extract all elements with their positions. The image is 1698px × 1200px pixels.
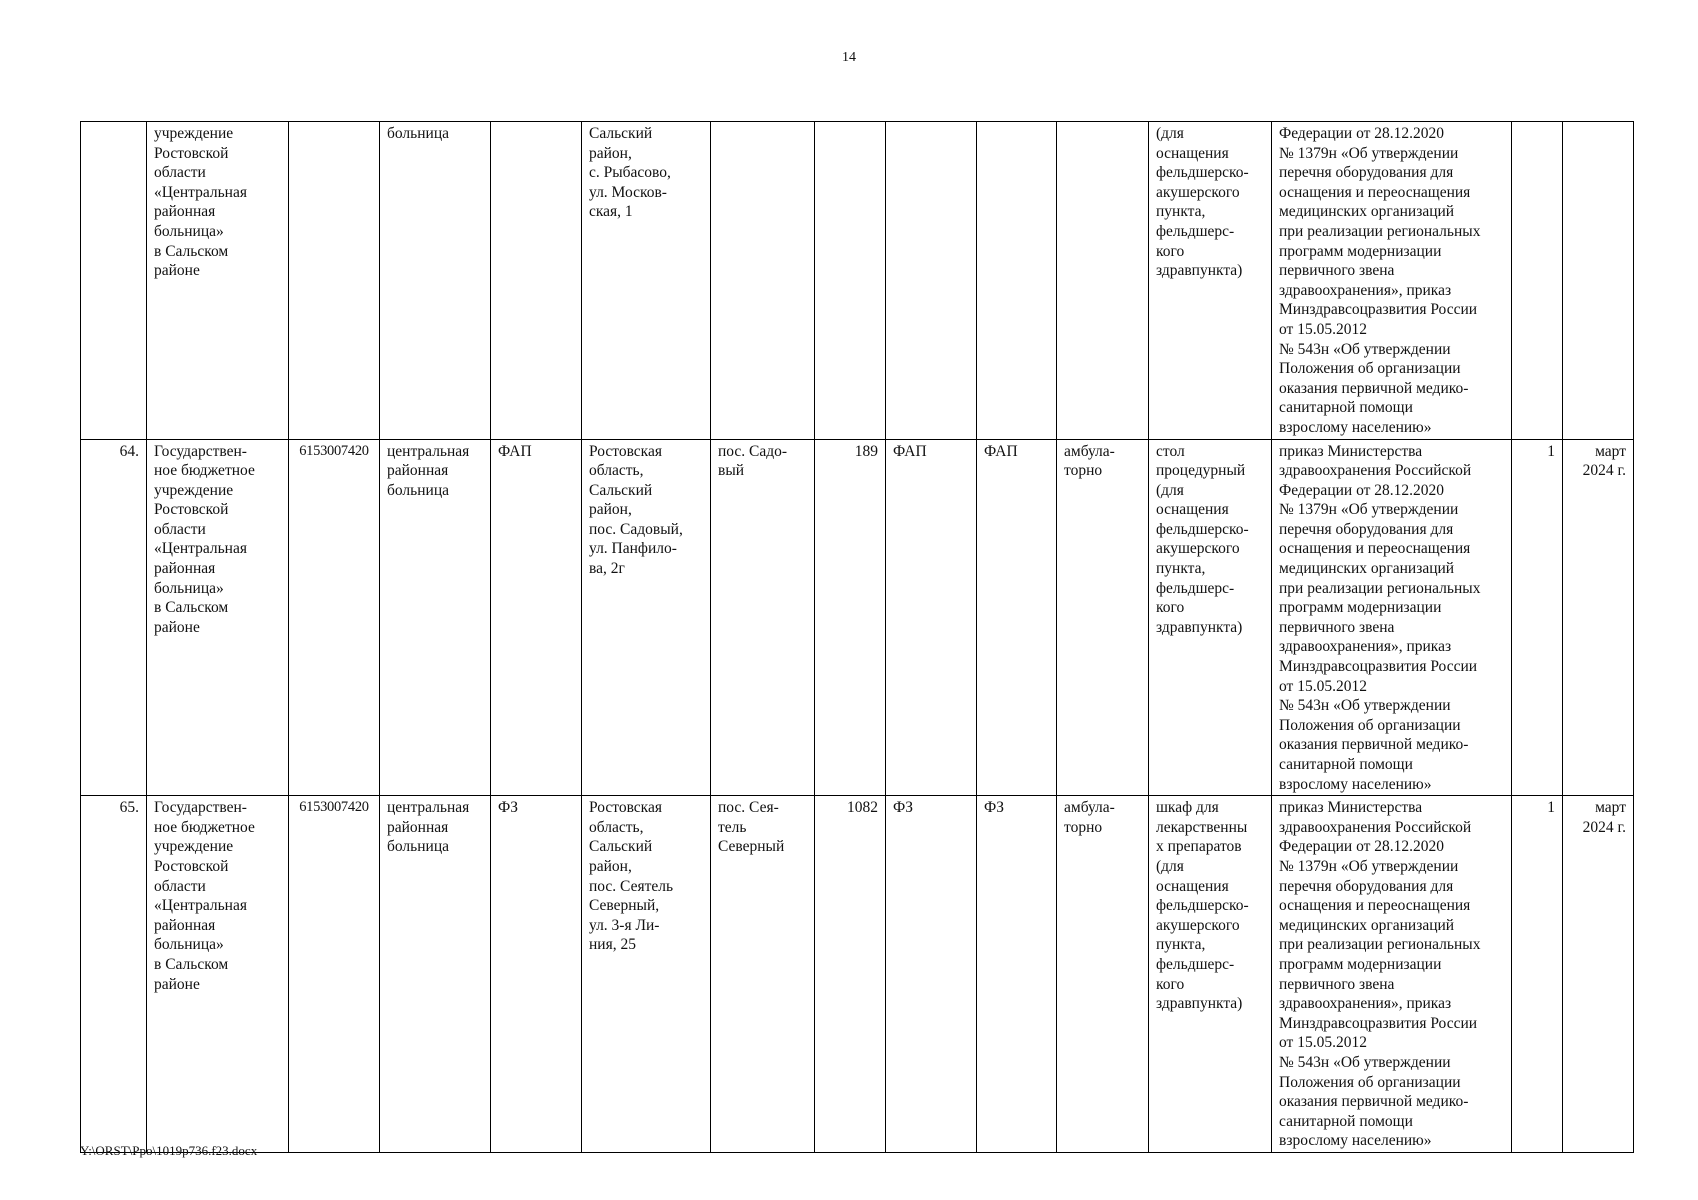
equipment-cell: стол процедурный (для оснащения фельдшерско- акушерского пункта, фельдшерс- кого здравпункта) [1149, 439, 1272, 796]
locality-cell: пос. Сея- тель Северный [711, 796, 815, 1153]
legal-basis-cell: Федерации от 28.12.2020 № 1379н «Об утверждении перечня оборудования для оснащения и переоснащения медицинских организаций при реализации региональных программ модернизации первичного звена здравоохранения», приказ Минздравсоцразвития России от 15.05.2012 № 543н «Об утверждении Положения об организации оказания первичной медико- санитарной помощи взрослому населению» [1272, 122, 1512, 440]
unit-type: ФЗ [491, 796, 582, 1153]
organization-name: учреждение Ростовской области «Центральная районная больница» в Сальском районе [147, 122, 289, 440]
address-cell: Ростовская область, Сальский район, пос. Садовый, ул. Панфило- ва, 2г [582, 439, 711, 796]
organization-name: Государствен- ное бюджетное учреждение Ростовской области «Центральная районная больница» в Сальском районе [147, 796, 289, 1153]
address-cell: Ростовская область, Сальский район, пос. Сеятель Северный, ул. 3-я Ли- ния, 25 [582, 796, 711, 1153]
form-cell: ФАП [977, 439, 1057, 796]
inn-cell: 6153007420 [289, 796, 380, 1153]
table-row [81, 796, 1634, 1153]
unit-type [491, 122, 582, 440]
organization-name: Государствен- ное бюджетное учреждение Ростовской области «Центральная районная больница» в Сальском районе [147, 439, 289, 796]
population-cell: 1082 [815, 796, 886, 1153]
row-number: 64. [81, 439, 147, 796]
table-row [81, 439, 1634, 796]
care-type-cell: амбула- торно [1057, 439, 1149, 796]
row-number [81, 122, 147, 440]
date-cell: март 2024 г. [1563, 796, 1634, 1153]
locality-cell [711, 122, 815, 440]
population-cell: 189 [815, 439, 886, 796]
legal-basis-cell: приказ Министерства здравоохранения Российской Федерации от 28.12.2020 № 1379н «Об утверждении перечня оборудования для оснащения и переоснащения медицинских организаций при реализации региональных программ модернизации первичного звена здравоохранения», приказ Минздравсоцразвития России от 15.05.2012 № 543н «Об утверждении Положения об организации оказания первичной медико- санитарной помощи взрослому населению» [1272, 796, 1512, 1153]
form-cell: ФЗ [886, 796, 977, 1153]
row-number: 65. [81, 796, 147, 1153]
organization-type: центральная районная больница [380, 439, 491, 796]
locality-cell: пос. Садо- вый [711, 439, 815, 796]
address-cell: Сальский район, с. Рыбасово, ул. Москов- ская, 1 [582, 122, 711, 440]
form-cell [886, 122, 977, 440]
page-number: 14 [842, 50, 856, 65]
date-cell: март 2024 г. [1563, 439, 1634, 796]
unit-type: ФАП [491, 439, 582, 796]
quantity-cell: 1 [1512, 796, 1563, 1153]
quantity-cell [1512, 122, 1563, 440]
equipment-cell: шкаф для лекарственны х препаратов (для оснащения фельдшерско- акушерского пункта, фельдшерс- кого здравпункта) [1149, 796, 1272, 1153]
form-cell [977, 122, 1057, 440]
form-cell: ФАП [886, 439, 977, 796]
equipment-cell: (для оснащения фельдшерско- акушерского пункта, фельдшерс- кого здравпункта) [1149, 122, 1272, 440]
inn-cell [289, 122, 380, 440]
footer-file-path: Y:\ORST\Ppo\1019p736.f23.docx [80, 1143, 258, 1158]
inn-cell: 6153007420 [289, 439, 380, 796]
organization-type: центральная районная больница [380, 796, 491, 1153]
legal-basis-cell: приказ Министерства здравоохранения Российской Федерации от 28.12.2020 № 1379н «Об утверждении перечня оборудования для оснащения и переоснащения медицинских организаций при реализации региональных программ модернизации первичного звена здравоохранения», приказ Минздравсоцразвития России от 15.05.2012 № 543н «Об утверждении Положения об организации оказания первичной медико- санитарной помощи взрослому населению» [1272, 439, 1512, 796]
population-cell [815, 122, 886, 440]
organization-type: больница [380, 122, 491, 440]
care-type-cell: амбула- торно [1057, 796, 1149, 1153]
form-cell: ФЗ [977, 796, 1057, 1153]
date-cell [1563, 122, 1634, 440]
quantity-cell: 1 [1512, 439, 1563, 796]
equipment-table [80, 121, 1634, 1153]
table-row [81, 122, 1634, 440]
care-type-cell [1057, 122, 1149, 440]
